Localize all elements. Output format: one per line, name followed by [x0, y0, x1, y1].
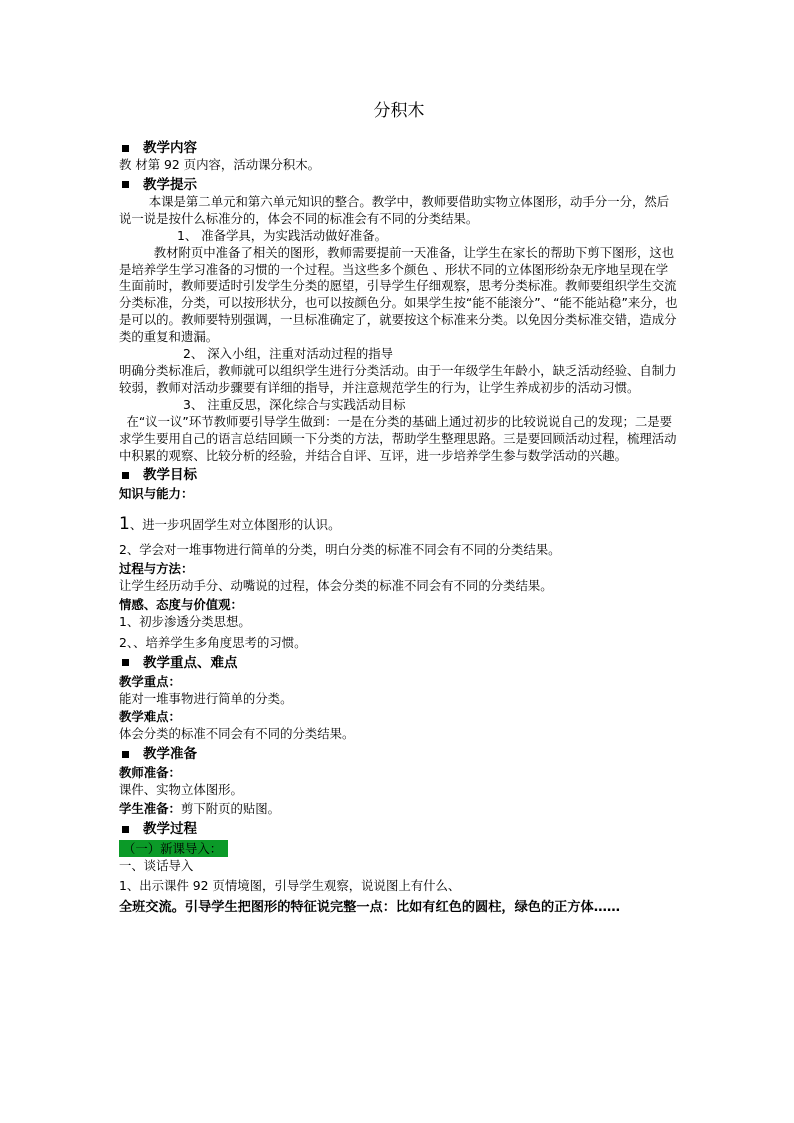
tips-paragraph-1: 本课是第二单元和第六单元知识的整合。教学中，教师要借助实物立体图形，动手分一分，然后说一说是按什么标准分的，体会不同的标准会有不同的分类结果。 — [119, 193, 670, 226]
goal-5: 2、、培养学生多角度思考的习惯。 — [119, 634, 307, 650]
process-line-3: 全班交流。引导学生把图形的特征说完整一点：比如有红色的圆柱，绿色的正方体…… — [119, 899, 621, 915]
bullet-square-icon — [122, 181, 129, 188]
document-page — [119, 96, 679, 917]
subheading-teacher-prep: 教师准备： — [119, 765, 181, 781]
subheading-difficulty: 教学难点： — [119, 709, 181, 725]
tips-paragraph-3: 明确分类标准后，教师就可以组织学生进行分类活动。由于一年级学生年龄小，缺乏活动经验、自制力较弱，教师对活动步骤要有详细的指导，并注意规范学生的行为，让学生养成初步的活动习惯。 — [119, 362, 677, 395]
process-line-2: 1、出示课件 92 页情境图，引导学生观察，说说图上有什么、 — [119, 877, 461, 893]
bullet-square-icon — [122, 751, 129, 758]
tips-item-2: 2、 深入小组，注重对活动过程的指导 — [183, 346, 394, 362]
heading-key-points: 教学重点、难点 — [119, 654, 679, 672]
subheading-knowledge: 知识与能力： — [119, 486, 194, 502]
heading-teaching-tips: 教学提示 — [119, 176, 679, 194]
bullet-square-icon — [122, 659, 129, 666]
subheading-focus: 教学重点： — [119, 673, 181, 689]
tips-paragraph-2: 教材附页中准备了相关的图形，教师需要提前一天准备，让学生在家长的帮助下剪下图形，这也是培养学生学习准备的习惯的一个过程。当这些多个颜色 、形状不同的立体图形纷杂无序地呈现在学生面前时，教师要适时引发学生分类的愿望，引导学生仔细观察，思考分类标准。教师要组织学生交流分类标准，分类，可以按形状分，也可以按颜色分。如果学生按“能不能滚分”、“能不能站稳”来分，也是可以的。教师要特别强调，一旦标准确定了，就要按这个标准来分类。以免因分类标准交错，造成分类的重复和遗漏。 — [119, 244, 678, 345]
teaching-content-text: 教 材第 92 页内容，活动课分积木。 — [119, 157, 321, 172]
goal-1-text: 、进一步巩固学生对立体图形的认识。 — [129, 517, 341, 533]
subheading-process: 过程与方法： — [119, 561, 194, 577]
page-title: 分积木 — [373, 101, 425, 121]
heading-teaching-process: 教学过程 — [119, 820, 679, 838]
heading-teaching-goals: 教学目标 — [119, 466, 679, 484]
new-lesson-intro-highlight: （一）新课导入： — [119, 840, 228, 857]
heading-preparation: 教学准备 — [119, 745, 679, 763]
tips-item-1: 1、 准备学具，为实践活动做好准备。 — [177, 227, 388, 243]
tips-item-3: 3、 注重反思，深化综合与实践活动目标 — [183, 396, 406, 412]
goal-1-number: 1 — [119, 514, 130, 535]
bullet-square-icon — [122, 145, 129, 152]
difficulty-text: 体会分类的标准不同会有不同的分类结果。 — [119, 726, 355, 742]
goal-4: 1、初步渗透分类思想。 — [119, 613, 251, 629]
focus-text: 能对一堆事物进行简单的分类。 — [119, 690, 293, 706]
subheading-student-prep: 学生准备： — [119, 801, 181, 817]
goal-2: 2、学会对一堆事物进行简单的分类，明白分类的标准不同会有不同的分类结果。 — [119, 542, 561, 558]
goal-3: 让学生经历动手分、动嘴说的过程，体会分类的标准不同会有不同的分类结果。 — [119, 578, 553, 594]
subheading-emotion: 情感、态度与价值观： — [119, 596, 243, 612]
tips-paragraph-4: 在“议一议”环节教师要引导学生做到：一是在分类的基础上通过初步的比较说说自己的发现；二是要求学生要用自己的语言总结回顾一下分类的方法，帮助学生整理思路。三是要回顾活动过程，梳理活动中积累的观察、比较分析的经验，并结合自评、互评，进一步培养学生参与数学活动的兴趣。 — [119, 413, 677, 463]
goal-1 — [119, 516, 679, 534]
bullet-square-icon — [122, 472, 129, 479]
process-line-1: 一、谈话导入 — [119, 857, 194, 873]
bullet-square-icon — [122, 826, 129, 833]
teacher-prep-text: 课件、实物立体图形。 — [119, 782, 243, 798]
heading-teaching-content: 教学内容 — [119, 139, 679, 157]
student-prep-text: 剪下附页的贴图。 — [180, 801, 281, 817]
student-prep — [119, 801, 679, 818]
